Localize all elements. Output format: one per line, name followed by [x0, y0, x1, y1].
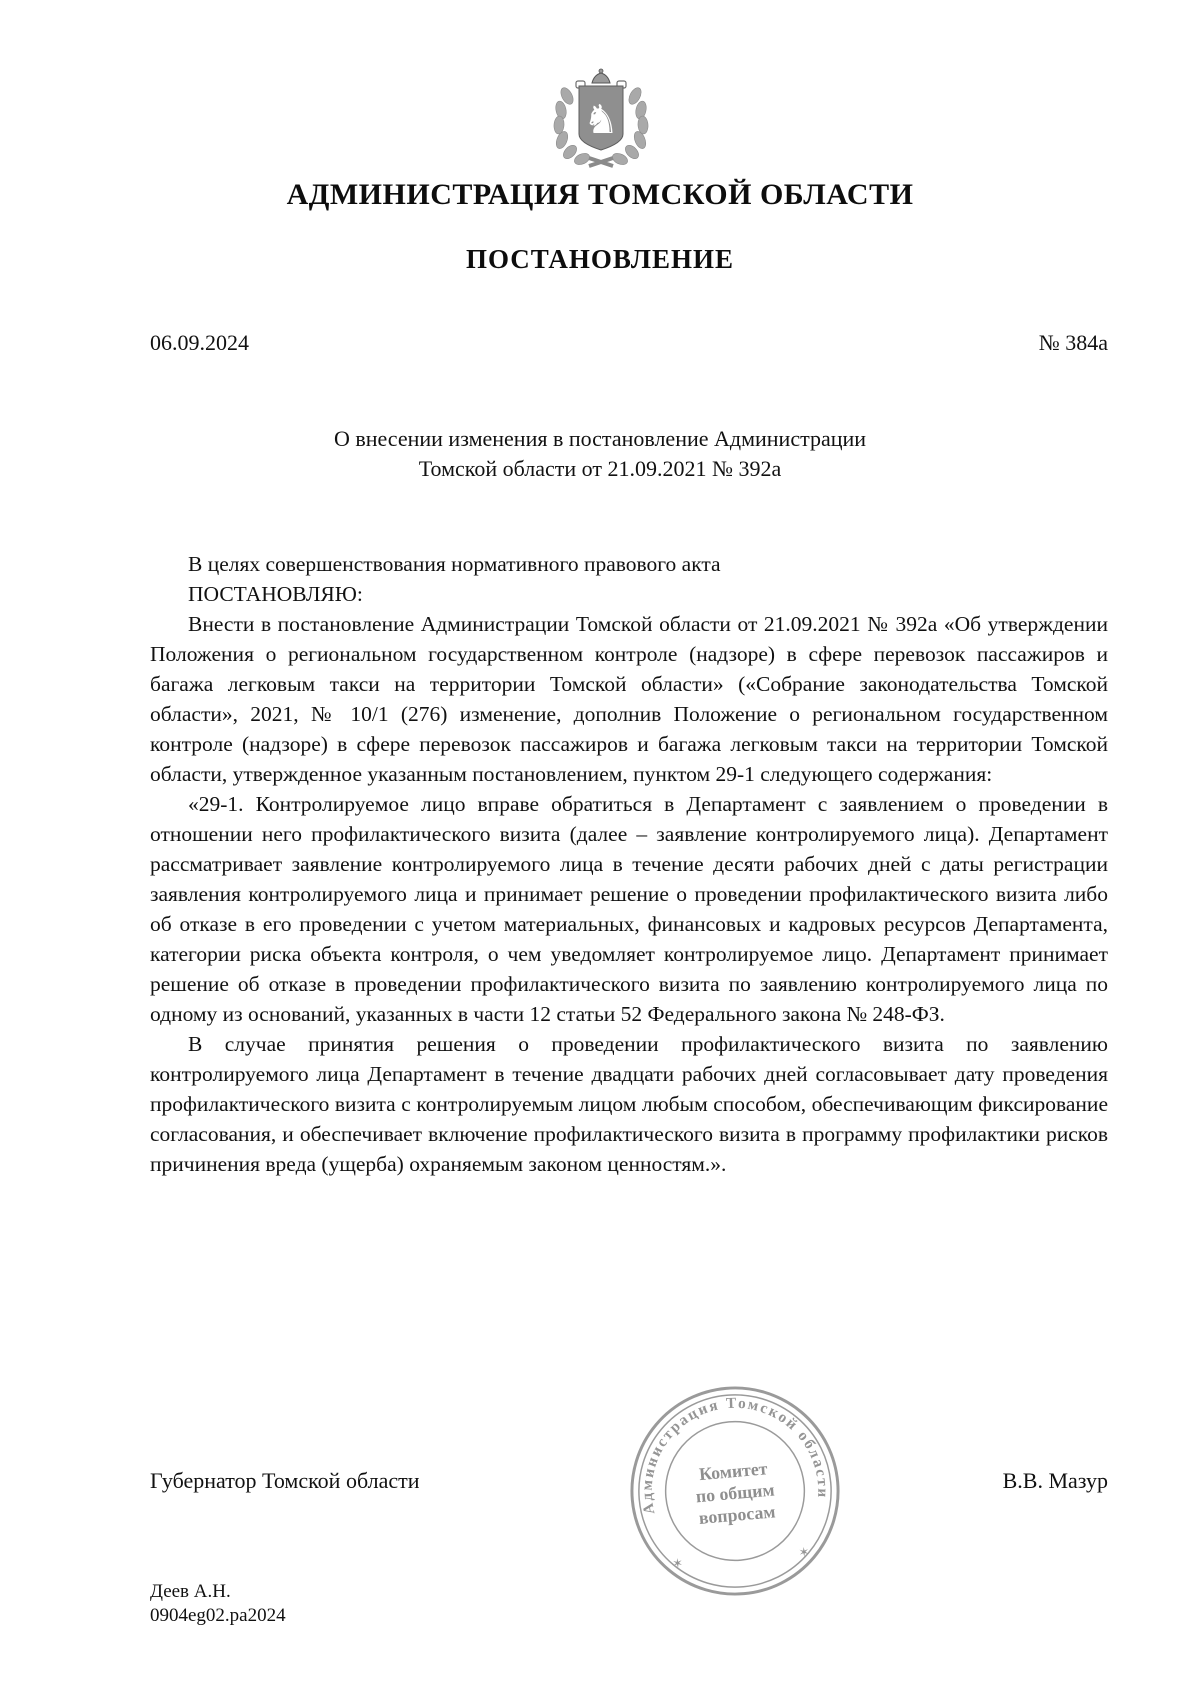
signatory-name: В.В. Мазур [1002, 1468, 1108, 1493]
document-number: № 384а [1038, 330, 1108, 355]
document-subject [0, 424, 1200, 484]
signatory-position: Губернатор Томской области [150, 1468, 420, 1493]
stamp-star-icon: ✶ [798, 1545, 811, 1561]
stamp-center-line: вопросам [697, 1501, 777, 1528]
svg-text:♞: ♞ [583, 97, 619, 143]
body-paragraph: Внести в постановление Администрации Томской области от 21.09.2021 № 392а «Об утверждении Положения о региональном государственном контроле (надзоре) в сфере перевозок пассажиров и багажа легковым такси на территории Томской области» («Собрание законодательства Томской области», 2021, № 10/1 (276) изменение, дополнив Положение о региональном государственном контроле (надзоре) в сфере перевозок пассажиров и багажа легковым такси на территории Томской области, утвержденное указанным постановлением, пунктом 29-1 следующего содержания: [150, 612, 1108, 786]
document-date: 06.09.2024 [150, 330, 249, 355]
stamp-center-line: Комитет [698, 1458, 769, 1485]
body-paragraph: В случае принятия решения о проведении профилактического визита по заявлению контролируемого лица Департамент в течение двадцати рабочих дней согласовывает дату проведения профилактического визита с контролируемым лицом любым способом, обеспечивающим фиксирование согласования, и обеспечивает включение профилактического визита в программу профилактики рисков причинения вреда (ущерба) охраняемым законом ценностям.». [150, 1032, 1108, 1176]
document-footer [150, 1580, 286, 1628]
executor-name: Деев А.Н. [150, 1581, 231, 1602]
tomsk-oblast-coat-of-arms-icon [545, 66, 657, 170]
body-paragraph: ПОСТАНОВЛЯЮ: [188, 582, 363, 606]
body-paragraph: В целях совершенствования нормативного правового акта [188, 552, 721, 576]
meta-row [150, 330, 1108, 356]
document-body [150, 549, 1108, 1179]
organization-name: АДМИНИСТРАЦИЯ ТОМСКОЙ ОБЛАСТИ [286, 178, 914, 211]
document-subject-line1: О внесении изменения в постановление Администрации [333, 426, 867, 451]
body-paragraph: «29-1. Контролируемое лицо вправе обратиться в Департамент с заявлением о проведении в отношении него профилактического визита (далее – заявление контролируемого лица). Департамент рассматривает заявление контролируемого лица в течение десяти рабочих дней с даты регистрации заявления контролируемого лица и принимает решение о проведении профилактического визита либо об отказе в его проведении с учетом материальных, финансовых и кадровых ресурсов Департамента, категории риска объекта контроля, о чем уведомляет контролируемое лицо. Департамент принимает решение об отказе в проведении профилактического визита по заявлению контролируемого лица по одному из оснований, указанных в части 12 статьи 52 Федерального закона № 248-ФЗ. [150, 792, 1108, 1026]
document-type-heading: ПОСТАНОВЛЕНИЕ [465, 244, 735, 274]
stamp-center-line: по общим [694, 1479, 776, 1507]
stamp-star-icon: ✶ [671, 1556, 684, 1572]
document-file-code: 0904eg02.pa2024 [150, 1605, 286, 1626]
signature-row [150, 1468, 1108, 1494]
stamp-ring-text: Администрация Томской области [638, 1394, 832, 1516]
document-subject-line2: Томской области от 21.09.2021 № 392а [418, 456, 782, 481]
